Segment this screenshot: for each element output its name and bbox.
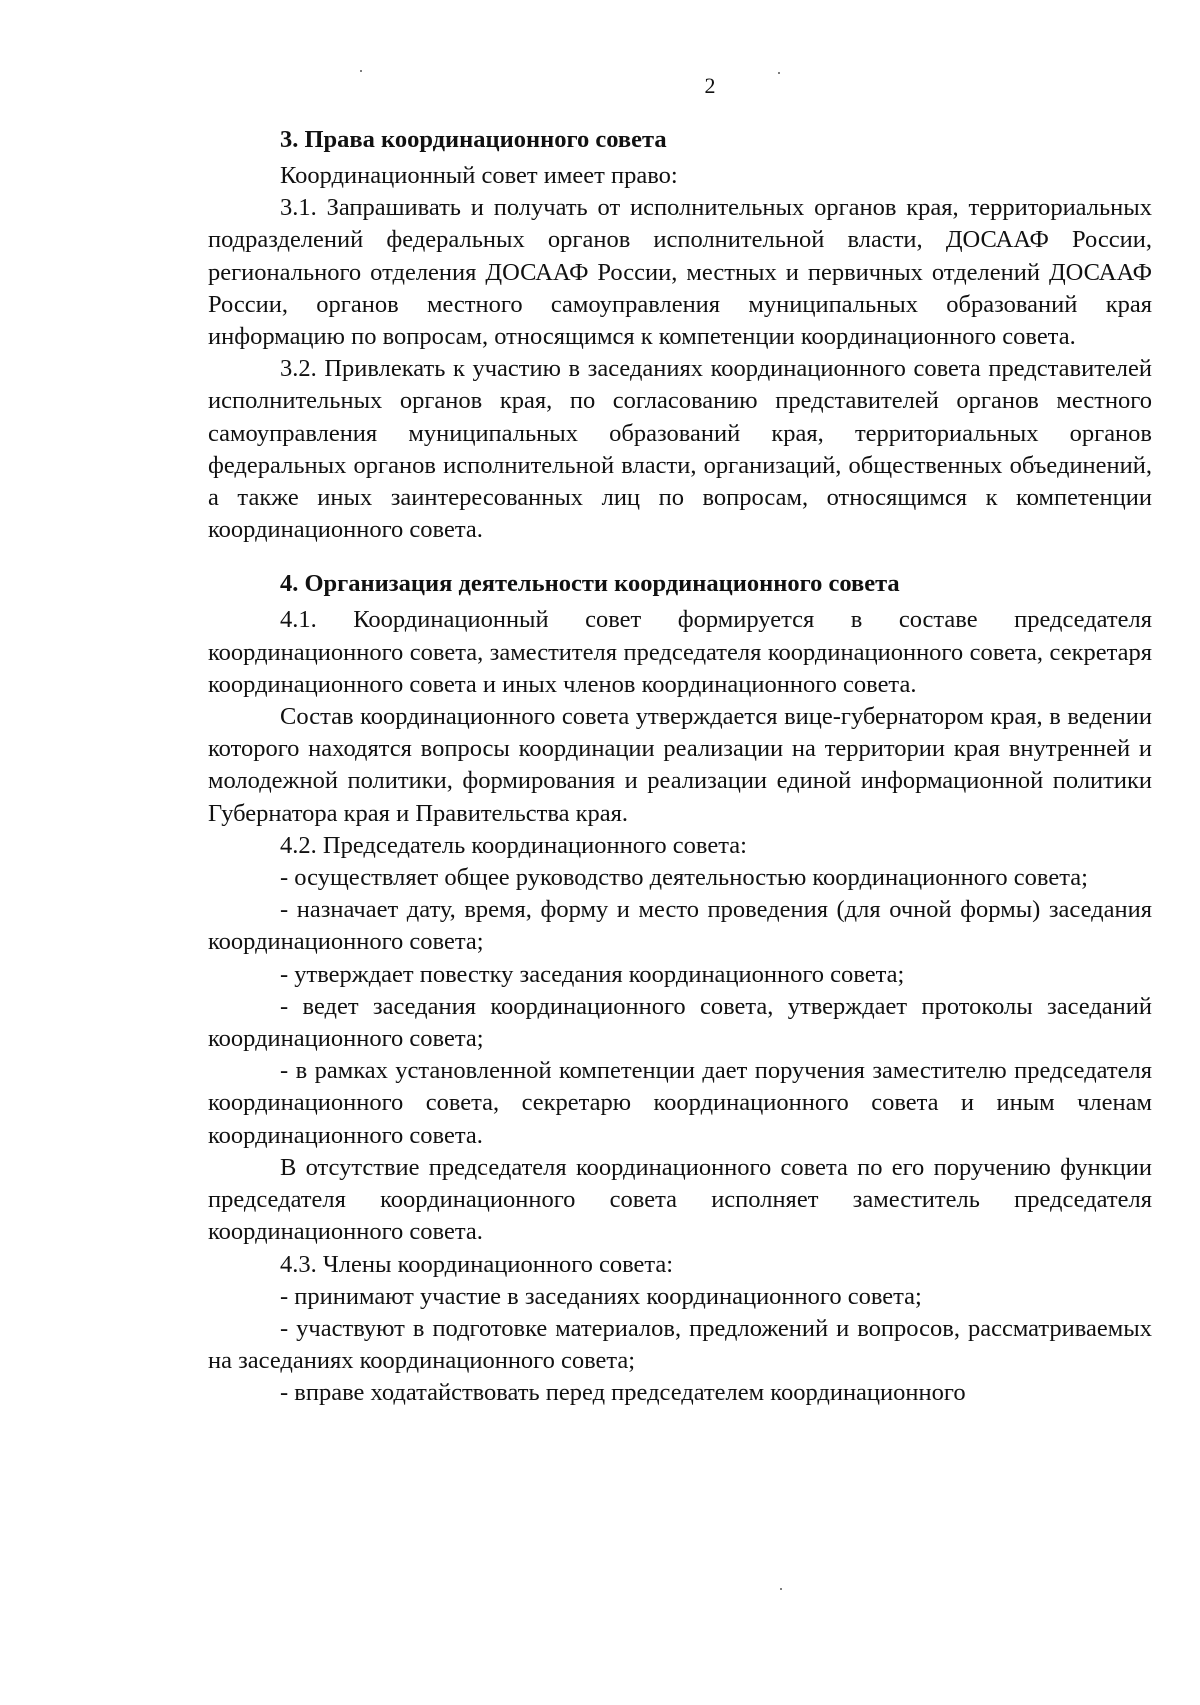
scan-speck [780,1588,782,1590]
list-item: - утверждает повестку заседания координационного совета; [280,960,905,988]
list-item: - вправе ходатайствовать перед председателем координационного [280,1379,966,1407]
list-item: - осуществляет общее руководство деятельностью координационного совета; [280,864,1088,892]
paragraph: Координационный совет имеет право: [280,162,678,189]
scan-speck [360,70,362,72]
list-item: - в рамках установленной компетенции дает поручения заместителю председателя координационного совета, секретарю координационного совета и иным членам координационного совета. [208,1057,1152,1149]
list-item: - назначает дату, время, форму и место проведения (для очной формы) заседания координационного совета; [208,896,1152,956]
paragraph: В отсутствие председателя координационного совета по его поручению функции председателя координационного совета исполняет заместитель председателя координационного совета. [208,1153,1152,1246]
paragraph: 3.2. Привлекать к участию в заседаниях координационного совета представителей исполнительных органов края, по согласованию представителей органов местного самоуправления муниципальных образований края, территориальных органов федеральных органов исполнительной власти, организаций, общественных объединений, а также иных заинтересованных лиц по вопросам, относящимся к компетенции координационного совета. [208,355,1152,544]
paragraph: 4.3. Члены координационного совета: [280,1250,674,1278]
scan-speck [778,72,780,74]
list-item: - принимают участие в заседаниях координационного совета; [280,1282,922,1310]
paragraph: 4.1. Координационный совет формируется в составе председателя координационного совета, заместителя председателя координационного совета, секретаря координационного совета и иных членов координационного совета. [208,606,1152,698]
list-item: - участвуют в подготовке материалов, предложений и вопросов, рассматриваемых на заседаниях координационного совета; [208,1314,1152,1375]
paragraph: 4.2. Председатель координационного совета: [280,831,747,859]
section-heading-organization: 4. Организация деятельности координационного совета [280,570,900,598]
section-heading-rights: 3. Права координационного совета [280,126,667,153]
paragraph: 3.1. Запрашивать и получать от исполнительных органов края, территориальных подразделений федеральных органов исполнительной власти, ДОСААФ России, регионального отделения ДОСААФ России, местных и первичных отделений ДОСААФ России, органов местного самоуправления муниципальных образований края информацию по вопросам, относящимся к компетенции координационного совета. [208,194,1152,351]
list-item: - ведет заседания координационного совета, утверждает протоколы заседаний координационного совета; [208,992,1152,1053]
paragraph: Состав координационного совета утверждается вице-губернатором края, в ведении которого находятся вопросы координации реализации на территории края внутренней и молодежной политики, формирования и реализации единой информационной политики Губернатора края и Правительства края. [208,703,1152,827]
page-number: 2 [704,73,716,98]
